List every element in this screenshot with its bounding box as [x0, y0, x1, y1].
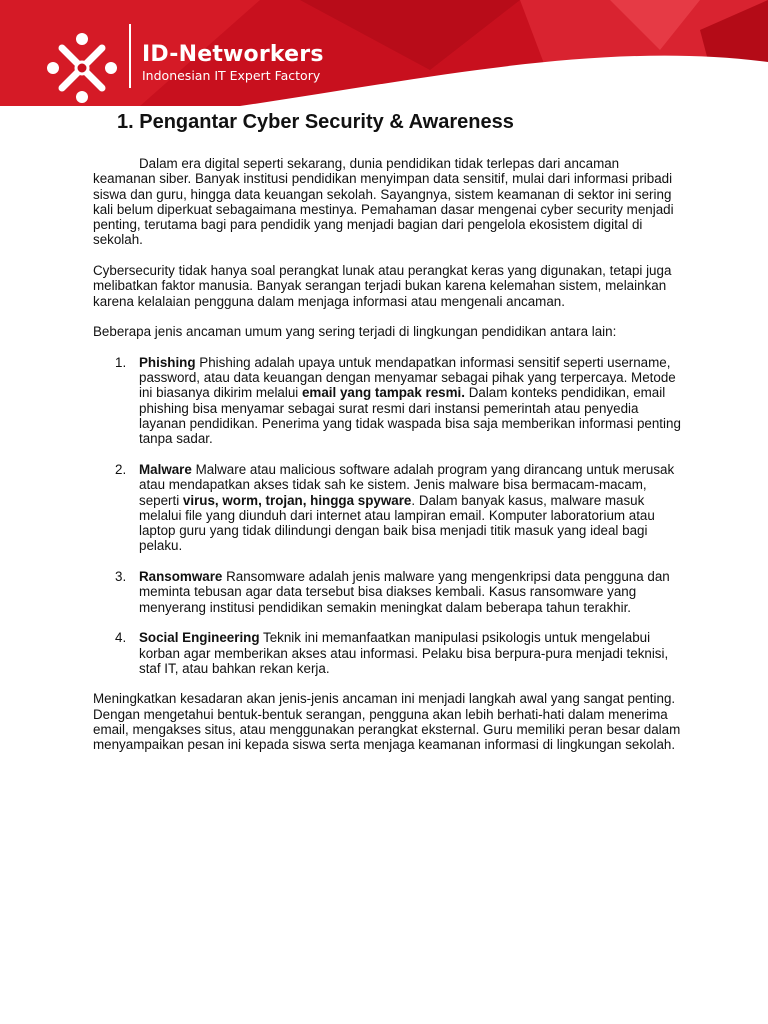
list-number: 4.	[115, 630, 127, 646]
paragraph-intro: Dalam era digital seperti sekarang, dunia pendidikan tidak terlepas dari ancaman keamanan siber. Banyak institusi pendidikan menyimpan data sensitif, mulai dari informasi pribadi siswa dan guru, hingga data keuangan sekolah. Sayangnya, sistem keamanan di sektor ini sering kali belum diperkuat sebagaimana mestinya. Pemahaman dasar mengenai cyber security menjadi penting, terutama bagi para pendidik yang menjadi bagian dari pengelola ekosistem digital di sekolah.	[93, 156, 674, 248]
paragraph-conclusion: Meningkatkan kesadaran akan jenis-jenis ancaman ini menjadi langkah awal yang sangat penting. Dengan mengetahui bentuk-bentuk serangan, pengguna akan lebih berhati-hati dalam menerima email, mengakses situs, atau menggunakan perangkat eksternal. Guru memiliki peran besar dalam menyampaikan pesan ini kepada siswa serta menjaga keamanan informasi di lingkungan sekolah.	[93, 691, 681, 753]
page-header	[0, 0, 768, 106]
list-number: 1.	[115, 354, 127, 370]
threat-list	[93, 355, 683, 676]
list-item	[93, 630, 683, 676]
paragraph-cybersecurity: Cybersecurity tidak hanya soal perangkat lunak atau perangkat keras yang digunakan, tetapi juga melibatkan faktor manusia. Banyak serangan terjadi bukan karena kelemahan sistem, melainkan karena kelalaian pengguna dalam menjaga informasi atau mengenali ancaman.	[93, 263, 672, 309]
list-number: 2.	[115, 461, 127, 477]
list-text: . Dalam banyak kasus, malware masuk melalui file yang diunduh dari internet atau lampiran email. Komputer laboratorium atau laptop guru yang tidak dilindungi dengan baik bisa menjadi titik masuk yang ideal bagi pelaku.	[139, 492, 655, 554]
header-divider	[129, 24, 131, 88]
list-item	[93, 569, 683, 615]
list-term: Ransomware	[139, 569, 223, 585]
list-text: Teknik ini memanfaatkan manipulasi psikologis untuk mengelabui korban agar memberikan akses atau informasi. Pelaku bisa berpura-pura menjadi teknisi, staf IT, atau bahkan rekan kerja.	[139, 630, 669, 676]
list-bold-text: email yang tampak resmi.	[301, 385, 465, 401]
list-item	[93, 462, 683, 554]
brand-tagline: Indonesian IT Expert Factory	[142, 68, 321, 83]
list-number: 3.	[115, 569, 127, 585]
list-term: Social Engineering	[139, 630, 260, 646]
list-term: Phishing	[139, 354, 196, 370]
document-body	[93, 110, 683, 768]
list-item	[93, 355, 683, 447]
list-text: Ransomware adalah jenis malware yang mengenkripsi data pengguna dan meminta tebusan agar data tersebut bisa diakses kembali. Kasus ransomware yang menyerang institusi pendidikan semakin meningkat dalam beberapa tahun terakhir.	[139, 569, 670, 615]
list-text: Phishing adalah upaya untuk mendapatkan informasi sensitif seperti username, password, atau data keuangan dengan menyamar sebagai pihak yang terpercaya. Metode ini biasanya dikirim melalui	[139, 354, 676, 401]
paragraph-threats-intro: Beberapa jenis ancaman umum yang sering terjadi di lingkungan pendidikan antara lain:	[93, 324, 617, 340]
list-term: Malware	[139, 461, 192, 477]
list-text: Dalam konteks pendidikan, email phishing bisa menyamar sebagai surat resmi dari instansi pemerintah atau penyedia layanan pendidikan. Penerima yang tidak waspada bisa saja memberikan informasi penting tanpa sadar.	[139, 385, 681, 447]
list-text: Malware atau malicious software adalah program yang dirancang untuk merusak atau mendapatkan akses tidak sah ke sistem. Jenis malware bisa bermacam-macam, seperti	[139, 461, 675, 508]
brand-name: ID-Networkers	[142, 42, 324, 67]
section-title: 1. Pengantar Cyber Security & Awareness	[117, 111, 514, 133]
id-networkers-logo-icon	[44, 30, 120, 106]
list-bold-text: virus, worm, trojan, hingga spyware	[182, 492, 412, 508]
